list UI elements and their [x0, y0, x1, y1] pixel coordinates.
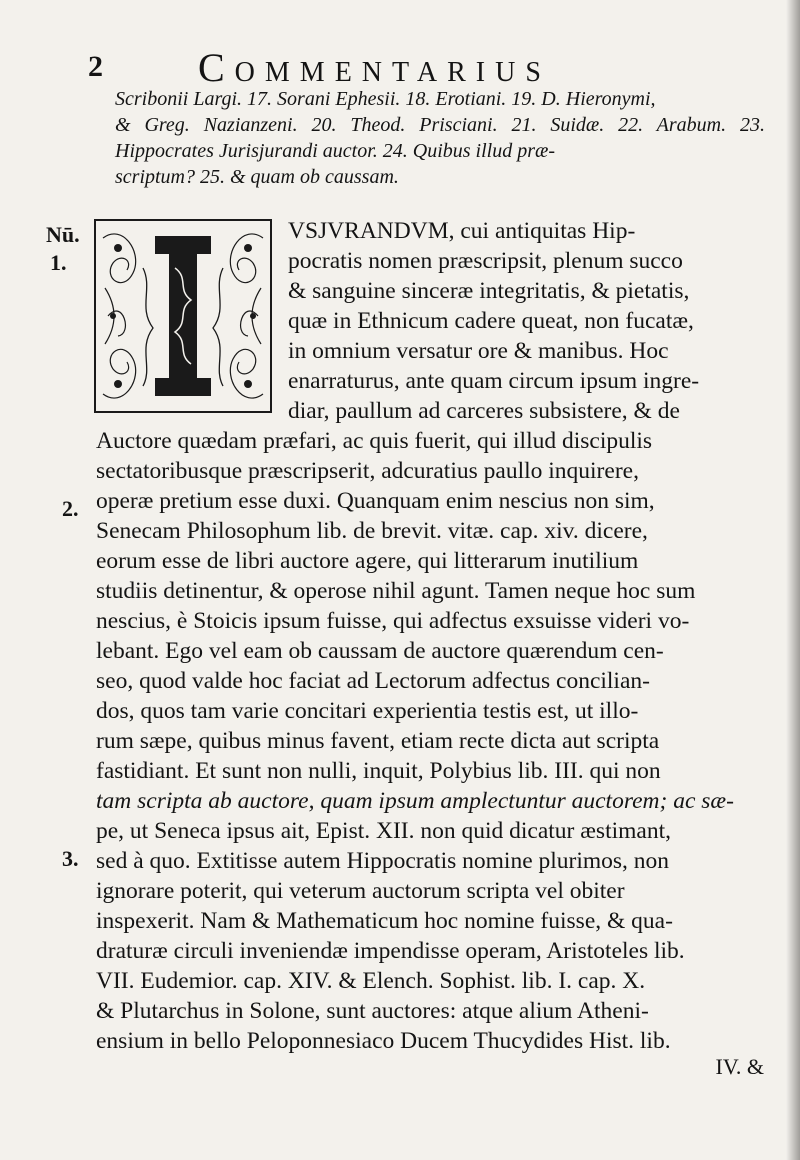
page-number: 2 [88, 50, 103, 83]
body-line: tam scripta ab auctore, quam ipsum amplectuntur auctorem; ac sæ- [96, 788, 734, 814]
body-line: dos, quos tam varie concitari experientia testis est, ut illo- [96, 698, 639, 724]
catchword: IV. & [715, 1054, 764, 1079]
chapter-summary [115, 86, 765, 190]
margin-label-2: 2. [62, 496, 79, 521]
body-line: seo, quod valde hoc faciat ad Lectorum adfectus concilian- [96, 668, 650, 694]
body-line: in omnium versatur ore & manibus. Hoc [288, 338, 669, 364]
body-line: fastidiant. Et sunt non nulli, inquit, Polybius lib. III. qui non [96, 758, 661, 784]
body-line: operæ pretium esse duxi. Quanquam enim nescius non sim, [96, 488, 655, 514]
body-line: pe, ut Seneca ipsus ait, Epist. XII. non quid dicatur æstimant, [96, 818, 672, 844]
body-line: draturæ circuli inveniendæ impendisse operam, Aristoteles lib. [96, 938, 685, 964]
summary-line: & Greg. Nazianzeni. 20. Theod. Prisciani. 21. Suidæ. 22. Arabum. 23. Hippocrates Jurisjurandi auctor. 24. Quibus illud præ- [115, 114, 765, 162]
body-line: VII. Eudemior. cap. XIV. & Elench. Sophist. lib. I. cap. X. [96, 968, 646, 994]
body-line: Auctore quædam præfari, ac quis fuerit, qui illud discipulis [96, 428, 653, 454]
body-line: Senecam Philosophum lib. de brevit. vitæ. cap. xiv. dicere, [96, 518, 648, 544]
body-line: ignorare poterit, qui veterum auctorum scripta vel obiter [96, 878, 625, 904]
body-line: sectatoribusque præscripserit, adcuratius paullo inquirere, [96, 458, 639, 484]
body-line: sed à quo. Extitisse autem Hippocratis nomine plurimos, non [96, 848, 670, 874]
body-line: inspexerit. Nam & Mathematicum hoc nomine fuisse, & qua- [96, 908, 673, 934]
summary-line: scriptum? 25. & quam ob caussam. [115, 166, 399, 188]
body-line: pocratis nomen præscripsit, plenum succo [288, 248, 683, 274]
margin-label-1: 1. [50, 250, 67, 275]
body-line: & sanguine sinceræ integritatis, & pietatis, [288, 278, 690, 304]
body-line: eorum esse de libri auctore agere, qui litterarum inutilium [96, 548, 639, 574]
body-line: quæ in Ethnicum cadere queat, non fucatæ, [288, 308, 694, 334]
body-line: & Plutarchus in Solone, sunt auctores: atque alium Atheni- [96, 998, 649, 1024]
margin-label-3: 3. [62, 846, 79, 871]
body-line: studiis detinentur, & operose nihil agunt. Tamen neque hoc sum [96, 578, 696, 604]
body-line: lebant. Ego vel eam ob caussam de auctore quærendum cen- [96, 638, 664, 664]
page-header [88, 44, 648, 88]
body-line: enarraturus, ante quam circum ipsum ingre- [288, 368, 700, 394]
body-line: nescius, è Stoicis ipsum fuisse, qui adfectus exsuisse videri vo- [96, 608, 690, 634]
body-line: rum sæpe, quibus minus favent, etiam recte dicta aut scripta [96, 728, 660, 754]
decorated-initial-icon [93, 218, 273, 414]
margin-label-num: Nū. [46, 222, 80, 247]
running-title: Commentarius [198, 45, 551, 90]
body-line: diar, paullum ad carceres subsistere, & de [288, 398, 680, 424]
page-edge-shadow [786, 0, 800, 1160]
summary-line: Scribonii Largi. 17. Sorani Ephesii. 18. Erotiani. 19. D. Hieronymi, [115, 88, 656, 110]
body-line: ensium in bello Peloponnesiaco Ducem Thucydides Hist. lib. [96, 1028, 671, 1054]
body-line: VSJVRANDVM, cui antiquitas Hip- [288, 218, 636, 244]
